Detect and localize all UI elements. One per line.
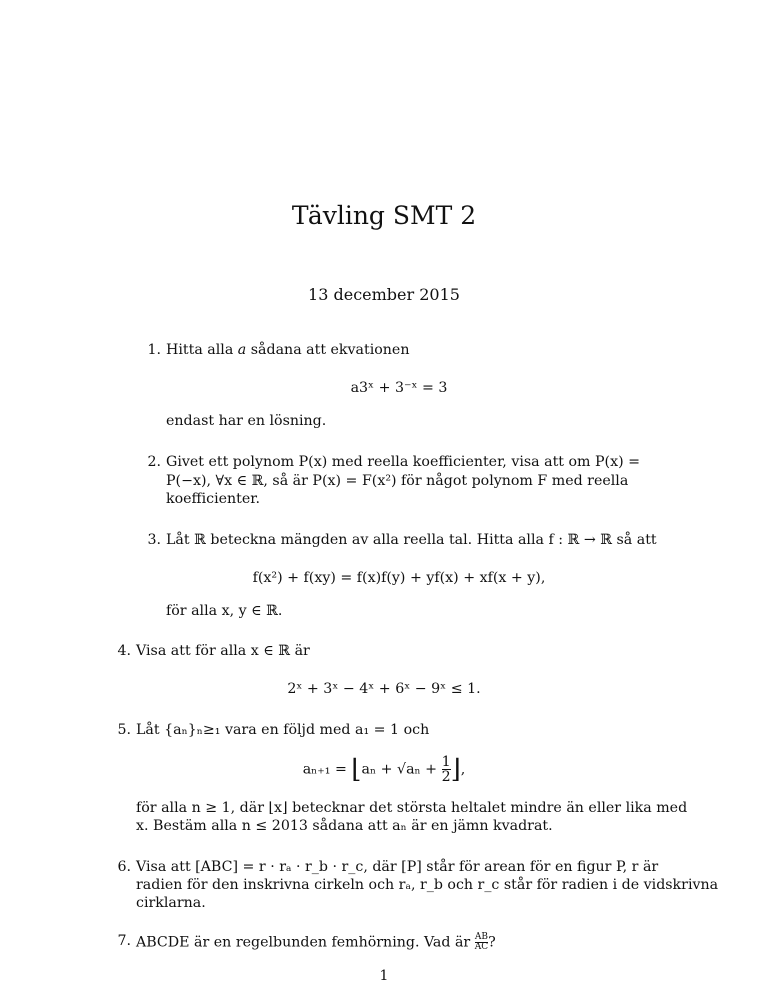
problem-1-text: Hitta alla a sådana att ekvationen <box>166 342 410 358</box>
problem-5-number: 5. <box>117 722 131 738</box>
problem-4-line-1: Visa att för alla x ∈ ℝ är <box>136 643 310 659</box>
page-title: Tävling SMT 2 <box>291 201 477 230</box>
problem-6-line-3: cirklarna. <box>136 895 206 911</box>
problem-1-equation: a3ˣ + 3⁻ˣ = 3 <box>350 380 448 396</box>
problem-1-number: 1. <box>147 342 161 358</box>
floor-right: ⌋ <box>450 754 461 785</box>
problem-1-after: endast har en lösning. <box>166 413 327 429</box>
problem-3-after: för alla x, y ∈ ℝ. <box>166 603 283 619</box>
fraction-ab-ac: $\frac{AB}{AC}$ <box>474 932 489 952</box>
floor-left: ⌊ <box>351 754 362 785</box>
problem-5-equation: aₙ₊₁ = ⌊aₙ + √aₙ + $\frac{1}{2}$ ⌋, <box>302 754 466 785</box>
problem-4-number: 4. <box>117 643 131 659</box>
problem-2-line-1: Givet ett polynom P(x) med reella koefficienter, visa att om P(x) = <box>166 454 641 470</box>
problem-3-equation: f(x²) + f(xy) = f(x)f(y) + yf(x) + xf(x + y), <box>252 570 546 586</box>
problem-3-number: 3. <box>147 532 161 548</box>
problem-5-line-2: för alla n ≥ 1, där ⌊x⌋ betecknar det största heltalet mindre än eller lika med <box>136 800 688 816</box>
problem-7-number: 7. <box>117 933 131 949</box>
problem-6-line-2: radien för den inskrivna cirkeln och rₐ, r_b och r_c står för radien i de vidskrivna <box>136 877 719 893</box>
problem-2-line-2: P(−x), ∀x ∈ ℝ, så är P(x) = F(x²) för något polynom F med reella <box>166 473 629 489</box>
page-date: 13 december 2015 <box>308 285 460 304</box>
problem-4-equation: 2ˣ + 3ˣ − 4ˣ + 6ˣ − 9ˣ ≤ 1. <box>287 681 481 697</box>
problem-7-line-1: ABCDE är en regelbunden femhörning. Vad är $\frac{AB}{AC}$ ? <box>136 932 496 952</box>
fraction-one-half: $\frac{1}{2}$ <box>441 754 451 785</box>
problem-5-line-3: x. Bestäm alla n ≤ 2013 sådana att aₙ är en jämn kvadrat. <box>136 818 553 834</box>
problem-2-line-3: koefficienter. <box>166 491 260 507</box>
problem-6-line-1: Visa att [ABC] = r · rₐ · r_b · r_c, där [P] står för arean för en figur P, r är <box>136 859 659 875</box>
problem-6-number: 6. <box>117 859 131 875</box>
page-number: 1 <box>379 968 389 984</box>
problem-3-line-1: Låt ℝ beteckna mängden av alla reella tal. Hitta alla f : ℝ → ℝ så att <box>166 532 657 548</box>
problem-2-number: 2. <box>147 454 161 470</box>
problem-5-line-1: Låt {aₙ}ₙ≥₁ vara en följd med a₁ = 1 och <box>136 722 430 738</box>
